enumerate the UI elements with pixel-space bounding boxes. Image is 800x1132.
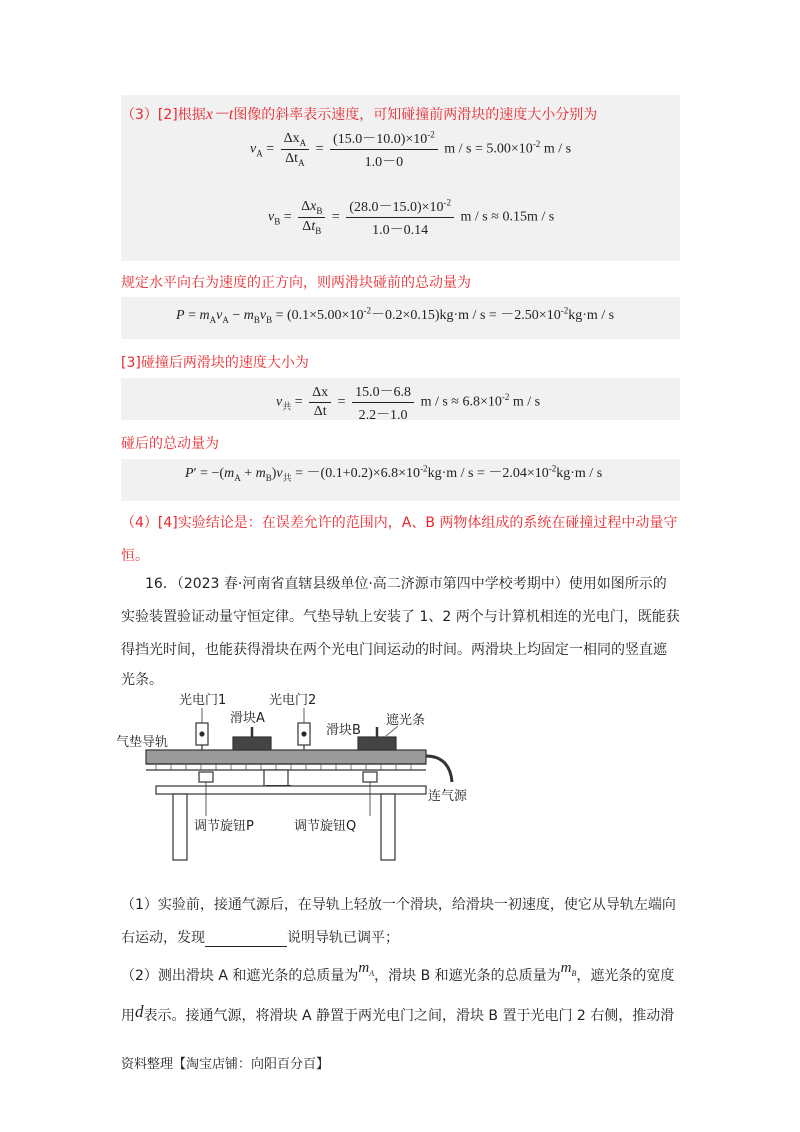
sub2-line1	[121, 960, 675, 986]
v-common-den: 2.2－1.0	[358, 408, 408, 423]
part3-intro	[121, 101, 597, 124]
direction-line: 规定水平向右为速度的正方向，则两滑块碰前的总动量为	[121, 275, 471, 291]
table-leg-right	[381, 794, 395, 860]
q16-line3: 得挡光时间，也能获得滑块在两个光电门间运动的时间。两滑块上均固定一相同的竖直遮	[121, 642, 667, 658]
sub2-line2	[121, 1002, 675, 1025]
vB-exp: -2	[443, 197, 452, 208]
label-gate2: 光电门2	[269, 693, 317, 708]
v-common-result: m / s ≈ 6.8×10	[420, 394, 502, 410]
center-support	[264, 770, 288, 786]
Pprime-values: = －(0.1+0.2)×6.8×10	[295, 466, 421, 481]
sub2-line2-b: 表示。接通气源，将滑块 A 静置于两光电门之间，滑块 B 置于光电门 2 右侧，推动滑	[143, 1008, 675, 1024]
slider-B	[358, 737, 396, 750]
vA-result: m / s = 5.00×10	[444, 141, 533, 157]
sub1-line1: （1）实验前，接通气源后，在导轨上轻放一个滑块，给滑块一初速度，使它从导轨左端向	[121, 897, 676, 913]
P-mid: －0.2×0.15)kg·m / s = －2.50×10	[370, 308, 561, 323]
vA-dt: Δt	[285, 151, 299, 166]
sub1-prefix: 右运动，发现	[121, 930, 205, 946]
label-sliderB: 滑块B	[326, 723, 361, 738]
part4-line1: （4）[4]实验结论是：在误差允许的范围内，A、B 两物体组成的系统在碰撞过程中动量守	[121, 515, 678, 531]
part3b-line: [3]碰撞后两滑块的速度大小为	[121, 355, 309, 371]
label-sliderA: 滑块A	[230, 711, 265, 726]
q16-line1: 16．（2023 春·河南省直辖县级单位·高二济源市第四中学校考期中）使用如图所示的	[145, 576, 667, 592]
equation-P: $P = m_Av_A - m_Bv_B = (0.1\times 5.00\times 10^{-2}-0.2\times 0.15)kg\cdot m / s = -2.50\times 10^{-2}kg\cdot m / s$	[176, 305, 615, 325]
P-end: kg·m / s	[568, 308, 615, 323]
sub2-b: ，滑块 B 和遮光条的总质量为	[374, 968, 561, 984]
vA-num: (15.0－10.0)×10	[333, 132, 428, 147]
vB-frac-values	[346, 196, 454, 239]
Pprime-mid: kg·m / s = －2.04×10	[427, 466, 549, 481]
sub2-line2-a: 用	[121, 1008, 135, 1024]
vA-exp: -2	[427, 129, 435, 140]
vB-result: m / s ≈ 0.15m / s	[460, 209, 555, 225]
part3-prefix: （3）[2]根据	[121, 107, 206, 123]
label-track: 气垫导轨	[116, 735, 169, 750]
mA-symbol: $m_A$	[358, 960, 375, 978]
vB-sub: B	[274, 216, 281, 227]
vA-frac-delta: $\frac{\Delta x_A}{\Delta t_A}$	[281, 131, 310, 168]
label-knobP: 调节旋钮P	[194, 819, 254, 834]
part3-suffix: 图像的斜率表示速度，可知碰撞前两滑块的速度大小分别为	[233, 107, 598, 123]
q16-line4: 光条。	[121, 672, 163, 688]
mB-symbol: $m_B$	[560, 960, 577, 978]
vA-result-exp: -2	[532, 139, 541, 150]
vA-dx: Δx	[283, 131, 300, 147]
equation-vB: $v_B$ = $\frac{\Delta x_B}{\Delta t_B}$ = $\frac{(28.0-15.0)\times 10^{-2}}{1.0-0.14}$ m / s ≈ 0.15m / s	[268, 197, 555, 238]
v-common-dx: Δx	[309, 385, 331, 403]
Pprime-end: kg·m / s	[556, 466, 603, 481]
apparatus-figure	[116, 690, 486, 862]
part4-line2: 恒。	[121, 548, 149, 564]
vA-unit: m / s	[543, 141, 572, 157]
v-common-dt: Δt	[313, 404, 327, 419]
v-common-sub: 共	[282, 401, 292, 412]
P-values: = (0.1×5.00×10	[275, 308, 364, 323]
table-top	[156, 786, 426, 794]
air-track	[146, 750, 426, 764]
knob-P	[199, 772, 213, 782]
footer: 资料整理【淘宝店铺：向阳百分百】	[121, 1057, 330, 1072]
table-leg-left	[173, 794, 187, 860]
equation-P-prime: $P' = -(m_A + m_B)v_共 = -(0.1+0.2)\times 6.8\times 10^{-2}kg\cdot m / s = -2.04\times 10^{-2}kg\cdot m / s$	[185, 463, 603, 483]
equation-v-common: $v_共$ = $\frac{\Delta x}{\Delta t}$ = $\frac{15.0-6.8}{2.2-1.0}$ $m / s \approx 6.8\times 10^{-2}$ m / s	[276, 381, 540, 424]
v-common-exp: -2	[501, 392, 510, 403]
knob-Q	[363, 772, 377, 782]
air-hose	[426, 756, 452, 782]
v-common-num: 15.0－6.8	[352, 381, 414, 403]
sub2-c: ，遮光条的宽度	[576, 968, 675, 984]
label-air: 连气源	[428, 789, 468, 804]
v-common-frac-values	[352, 381, 414, 424]
label-knobQ: 调节旋钮Q	[294, 819, 357, 834]
equation-vA: $v_A$ = $\frac{\Delta x_A}{\Delta t_A}$ = $\frac{(15.0-10.0)\times 10^{-2}}{1.0-0}$ $m / s = 5.00\times 10^{-2}$ m / s	[250, 129, 572, 170]
slider-A	[233, 737, 271, 750]
vB-num: (28.0－15.0)×10	[349, 200, 444, 215]
answer-blank[interactable]	[205, 932, 287, 947]
track-ticks	[156, 764, 411, 770]
vA-symbol: v	[250, 141, 257, 157]
vB-frac-delta: $\frac{\Delta x_B}{\Delta t_B}$	[298, 199, 325, 236]
vA-frac-values	[330, 128, 438, 171]
label-gate1: 光电门1	[179, 693, 227, 708]
xt-symbol: x－t	[205, 106, 234, 123]
vB-symbol: v	[268, 209, 275, 225]
q16-line2: 实验装置验证动量守恒定律。气垫导轨上安装了 1、2 两个与计算机相连的光电门，既能获	[121, 609, 680, 625]
v-common-frac-delta	[309, 385, 331, 420]
label-shade: 遮光条	[386, 713, 426, 728]
d-symbol: d	[135, 1002, 144, 1021]
sub2-a: （2）测出滑块 A 和遮光条的总质量为	[121, 968, 359, 984]
after-momentum-line: 碰后的总动量为	[121, 436, 219, 452]
vB-den: 1.0－0.14	[372, 223, 429, 238]
v-common-unit: m / s	[512, 394, 541, 410]
vA-den: 1.0－0	[364, 155, 404, 170]
vA-sub: A	[256, 148, 263, 159]
sub1-suffix: 说明导轨已调平；	[287, 930, 399, 946]
sub1-line2	[121, 927, 399, 947]
